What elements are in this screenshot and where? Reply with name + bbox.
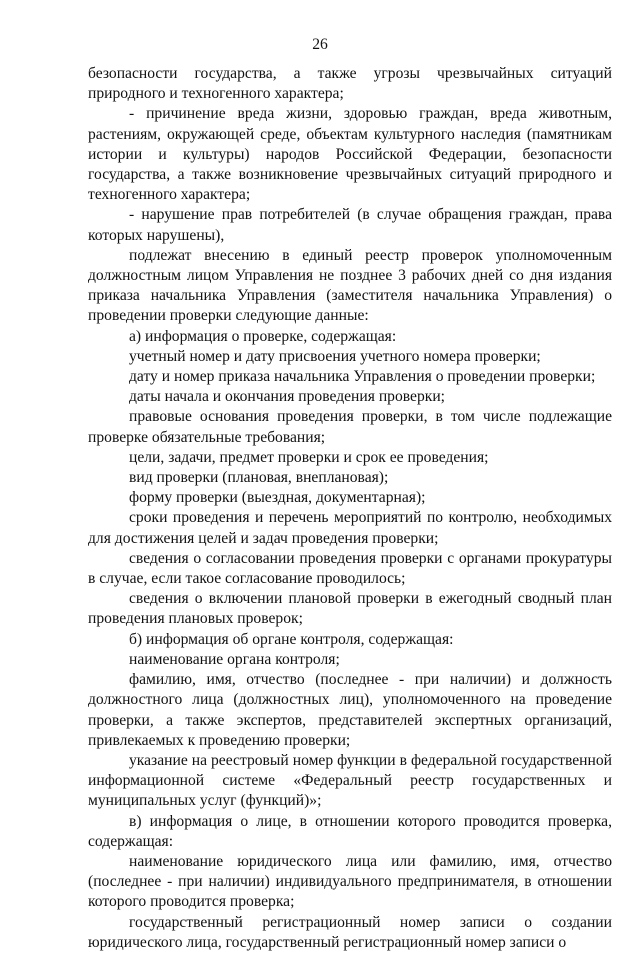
paragraph: - причинение вреда жизни, здоровью граждан, вреда животным, растениям, окружающей среде, объектам культурного наследия (памятникам истории и культуры) народов Российской Федерации, безопасности государства, а также возникновение чрезвычайных ситуаций природного и техногенного характера; <box>88 105 612 204</box>
paragraph: дату и номер приказа начальника Управления о проведении проверки; <box>129 368 596 386</box>
paragraph: наименование органа контроля; <box>129 650 340 668</box>
paragraph: учетный номер и дату присвоения учетного номера проверки; <box>129 347 541 365</box>
paragraph: - нарушение прав потребителей (в случае обращения граждан, права которых нарушены), <box>88 206 612 244</box>
paragraph: цели, задачи, предмет проверки и срок ее проведения; <box>129 448 489 466</box>
paragraph: фамилию, имя, отчество (последнее - при наличии) и должность должностного лица (должностных лиц), уполномоченного на проведение проверки, а также экспертов, представителей экспертных организаций, привлекаемых к проведению проверки; <box>88 671 612 749</box>
paragraph: указание на реестровый номер функции в федеральной государственной информационной системе «Федеральный реестр государственных и муниципальных услуг (функций)»; <box>88 751 612 810</box>
paragraph: сведения о согласовании проведения проверки с органами прокуратуры в случае, если такое согласование проводилось; <box>88 549 612 588</box>
paragraph: правовые основания проведения проверки, в том числе подлежащие проверке обязательные требования; <box>88 408 612 446</box>
paragraph: подлежат внесению в единый реестр проверок уполномоченным должностным лицом Управления не позднее 3 рабочих дней со дня издания приказа начальника Управления (заместителя начальника Управления) о проведении проверки следующие данные: <box>88 246 612 325</box>
paragraph: наименование юридического лица или фамилию, имя, отчество (последнее - при наличии) индивидуального предпринимателя, в отношении которого проводится проверка; <box>88 852 612 911</box>
paragraph: сведения о включении плановой проверки в ежегодный сводный план проведения плановых проверок; <box>88 590 612 628</box>
paragraph: сроки проведения и перечень мероприятий по контролю, необходимых для достижения целей и задач проведения проверки; <box>88 509 612 547</box>
paragraph: в) информация о лице, в отношении которого проводится проверка, содержащая: <box>88 812 612 850</box>
paragraph: форму проверки (выездная, документарная); <box>129 489 426 507</box>
paragraph: б) информация об органе контроля, содержащая: <box>129 630 454 648</box>
paragraph: государственный регистрационный номер записи о создании юридического лица, государственный регистрационный номер записи о <box>88 913 612 951</box>
paragraph: а) информация о проверке, содержащая: <box>129 327 397 345</box>
page-number: 26 <box>312 36 328 53</box>
paragraph: даты начала и окончания проведения проверки; <box>129 388 446 406</box>
document-body <box>88 64 612 953</box>
paragraph: безопасности государства, а также угрозы чрезвычайных ситуаций природного и техногенного характера; <box>88 65 612 103</box>
paragraph: вид проверки (плановая, внеплановая); <box>129 469 389 487</box>
